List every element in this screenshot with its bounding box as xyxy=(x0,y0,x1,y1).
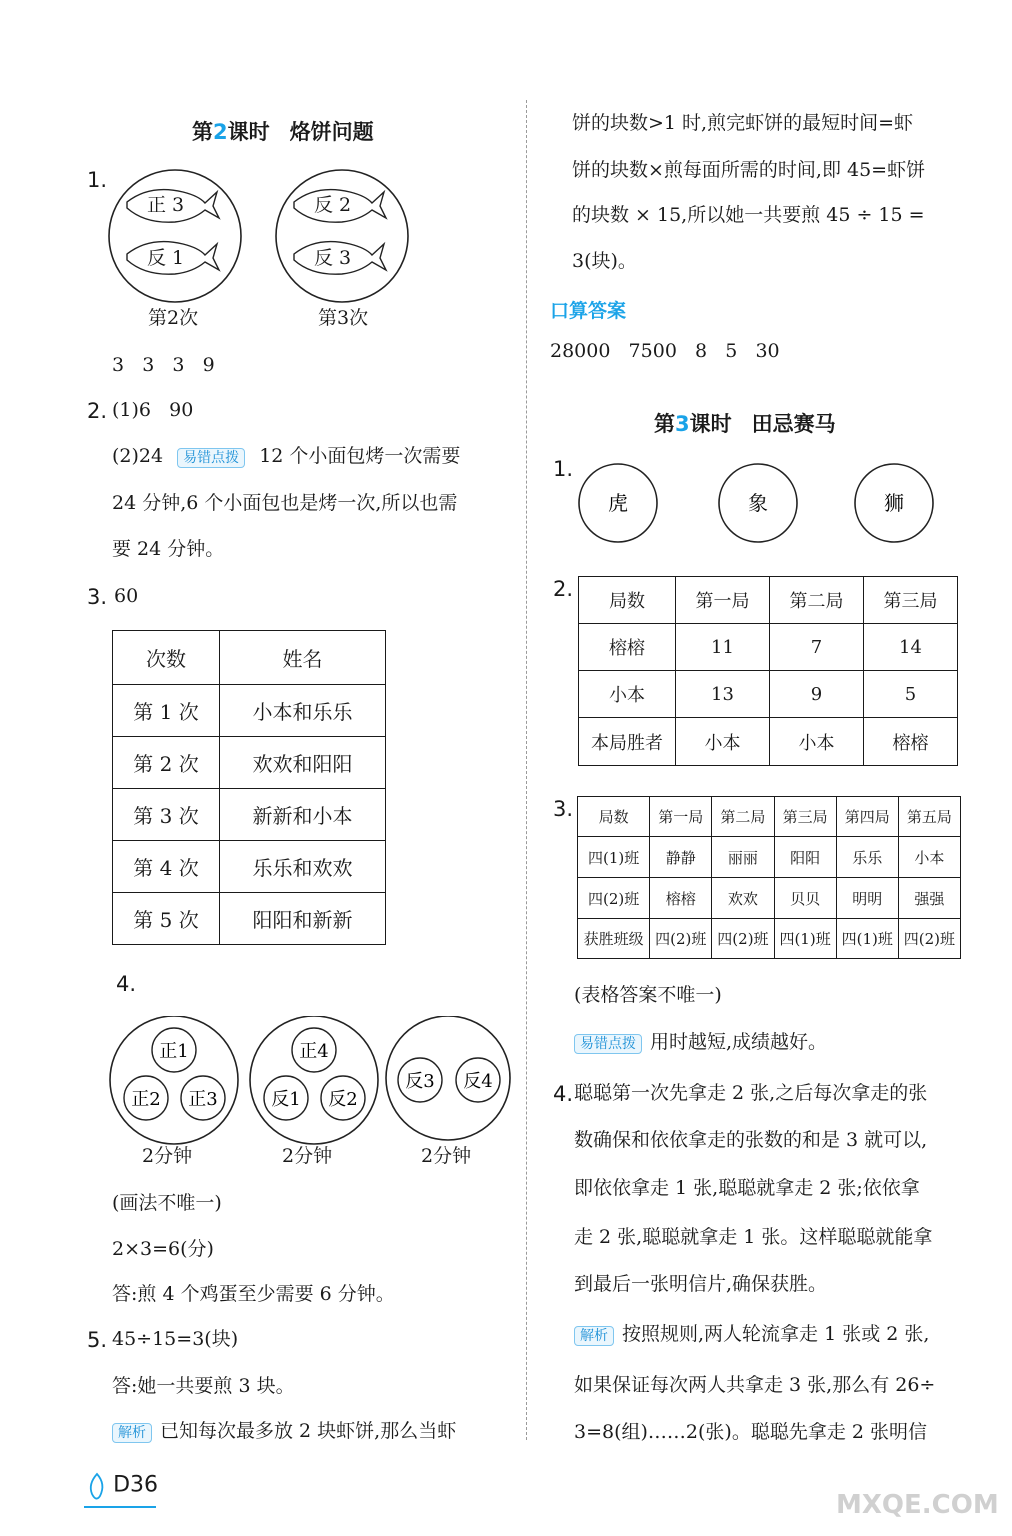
pan-3-caption: 2分钟 xyxy=(421,1145,472,1167)
lesson-number: 3 xyxy=(675,412,690,436)
pan-3 xyxy=(386,1016,510,1140)
q2-line-2 xyxy=(112,447,460,468)
question-number: 1. xyxy=(553,457,574,481)
table-header: 局数 xyxy=(579,577,676,624)
table-cell: 获胜班级 xyxy=(578,919,650,959)
q4-note: (画法不唯一) xyxy=(112,1192,222,1214)
pan-1 xyxy=(110,1016,238,1144)
q5-answer: 答:她一共要煎 3 块。 xyxy=(112,1375,295,1397)
q4-line-2: 数确保和依依拿走的张数的和是 3 就可以, xyxy=(574,1129,928,1151)
table-cell: 9 xyxy=(770,671,864,718)
q3-answer: 60 xyxy=(114,585,139,607)
plate-1 xyxy=(109,170,241,302)
race-table xyxy=(578,576,958,766)
table-cell: 第 5 次 xyxy=(113,893,220,945)
table-cell: 阳阳和新新 xyxy=(220,893,386,945)
table-row xyxy=(113,789,386,841)
table-cell: 7 xyxy=(770,624,864,671)
q2-line-4: 要 24 分钟。 xyxy=(112,538,225,560)
plate-1-caption: 第2次 xyxy=(148,307,199,329)
pan-1-caption: 2分钟 xyxy=(142,1145,193,1167)
lesson-post: 课时 xyxy=(689,412,732,436)
table-cell: 四(1)班 xyxy=(578,837,650,878)
q4-analysis-line-3: 3=8(组)……2(张)。聪聪先拿走 2 张明信 xyxy=(574,1421,928,1443)
question-number: 4. xyxy=(553,1082,574,1106)
lesson-2-title xyxy=(192,116,374,146)
table-row xyxy=(113,893,386,945)
table-cell: 阳阳 xyxy=(774,837,836,878)
table-cell: 榕榕 xyxy=(650,878,712,919)
lesson-post: 课时 xyxy=(227,120,270,144)
table-cell: 四(1)班 xyxy=(774,919,836,959)
table-header: 第四局 xyxy=(836,797,898,837)
q3-tip xyxy=(574,1033,827,1054)
q3-tip-text: 用时越短,成绩越好。 xyxy=(650,1031,828,1053)
watermark: MXQE.COM xyxy=(836,1490,999,1520)
error-tip-tag: 易错点拨 xyxy=(177,448,245,468)
table-cell: 5 xyxy=(864,671,958,718)
table-cell: 第 4 次 xyxy=(113,841,220,893)
plate-2-pancake-top: 反 2 xyxy=(314,194,352,216)
continued-line-4: 3(块)。 xyxy=(572,250,637,272)
table-row xyxy=(578,878,961,919)
table-header: 第三局 xyxy=(774,797,836,837)
table-cell: 明明 xyxy=(836,878,898,919)
egg-pans-diagram xyxy=(106,1016,518,1146)
oral-calc-answers: 28000 7500 8 5 30 xyxy=(550,340,780,362)
table-row xyxy=(113,737,386,789)
table-row xyxy=(113,685,386,737)
lesson-number: 2 xyxy=(213,120,228,144)
table-row xyxy=(579,718,958,766)
table-cell: 小本 xyxy=(770,718,864,766)
leaf-icon xyxy=(86,1472,108,1502)
table-cell: 乐乐 xyxy=(836,837,898,878)
error-tip-tag: 易错点拨 xyxy=(574,1034,642,1054)
table-cell: 第 3 次 xyxy=(113,789,220,841)
plate-2-pancake-bottom: 反 3 xyxy=(314,247,352,269)
table-header: 第五局 xyxy=(898,797,960,837)
q4-answer: 答:煎 4 个鸡蛋至少需要 6 分钟。 xyxy=(112,1283,395,1305)
table-header: 局数 xyxy=(578,797,650,837)
table-header: 第三局 xyxy=(864,577,958,624)
pan-2 xyxy=(250,1016,378,1144)
question-number: 1. xyxy=(87,168,108,192)
q2-part2-answer: (2)24 xyxy=(112,445,164,467)
table-cell: 欢欢和阳阳 xyxy=(220,737,386,789)
page-number: D36 xyxy=(113,1472,159,1498)
q4-calculation: 2×3=6(分) xyxy=(112,1238,214,1260)
lesson-topic: 田忌赛马 xyxy=(751,412,836,436)
table-cell: 本局胜者 xyxy=(579,718,676,766)
oral-calc-heading: 口算答案 xyxy=(550,300,627,322)
q4-line-5: 到最后一张明信片,确保获胜。 xyxy=(574,1273,828,1295)
elephant-label: 象 xyxy=(748,491,768,515)
question-number: 2. xyxy=(553,577,574,601)
table-cell: 小本 xyxy=(898,837,960,878)
q4-line-3: 即依依拿走 1 张,聪聪就拿走 2 张;依依拿 xyxy=(574,1177,920,1199)
class-match-table xyxy=(577,796,961,959)
egg-label: 正2 xyxy=(131,1089,161,1110)
egg-label: 正1 xyxy=(159,1041,189,1062)
tiger-label: 虎 xyxy=(608,491,628,515)
page-footer xyxy=(86,1472,158,1502)
question-number: 2. xyxy=(87,399,108,423)
page-number-underline xyxy=(84,1506,156,1508)
table-cell: 贝贝 xyxy=(774,878,836,919)
table-cell: 小本 xyxy=(579,671,676,718)
question-number: 3. xyxy=(553,797,574,821)
table-cell: 小本 xyxy=(676,718,770,766)
table-cell: 丽丽 xyxy=(712,837,774,878)
table-header: 次数 xyxy=(113,631,220,685)
table-row xyxy=(579,671,958,718)
analysis-tag: 解析 xyxy=(574,1326,614,1346)
table-cell: 13 xyxy=(676,671,770,718)
q3-note: (表格答案不唯一) xyxy=(574,984,722,1006)
q1-answers: 3 3 3 9 xyxy=(112,354,215,376)
question-number: 4. xyxy=(116,972,137,996)
egg-label: 反3 xyxy=(405,1071,435,1092)
lesson-topic: 烙饼问题 xyxy=(289,120,374,144)
table-cell: 强强 xyxy=(898,878,960,919)
table-cell: 新新和小本 xyxy=(220,789,386,841)
table-cell: 静静 xyxy=(650,837,712,878)
table-cell: 14 xyxy=(864,624,958,671)
q4-line-1: 聪聪第一次先拿走 2 张,之后每次拿走的张 xyxy=(574,1082,928,1104)
table-cell: 四(2)班 xyxy=(898,919,960,959)
table-cell: 第 1 次 xyxy=(113,685,220,737)
lion-label: 狮 xyxy=(884,491,904,515)
table-row xyxy=(113,841,386,893)
plate-1-pancake-top: 正 3 xyxy=(147,194,185,216)
analysis-tag: 解析 xyxy=(112,1423,152,1443)
egg-label: 正4 xyxy=(299,1041,329,1062)
q4-line-4: 走 2 张,聪聪就拿走 1 张。这样聪聪就能拿 xyxy=(574,1226,933,1248)
table-cell: 乐乐和欢欢 xyxy=(220,841,386,893)
egg-label: 反1 xyxy=(271,1089,301,1110)
q2-line-3: 24 分钟,6 个小面包也是烤一次,所以也需 xyxy=(112,492,458,514)
q2-line-1: (1)6 90 xyxy=(112,399,194,421)
table-cell: 四(2)班 xyxy=(578,878,650,919)
q4-analysis-line-2: 如果保证每次两人共拿走 3 张,那么有 26÷ xyxy=(574,1374,936,1396)
table-cell: 榕榕 xyxy=(864,718,958,766)
q5-calculation: 45÷15=3(块) xyxy=(112,1328,239,1350)
table-row xyxy=(579,624,958,671)
table-row xyxy=(578,837,961,878)
pancake-plates-diagram xyxy=(105,168,415,318)
table-cell: 11 xyxy=(676,624,770,671)
lesson-pre: 第 xyxy=(654,412,675,436)
egg-label: 反4 xyxy=(463,1071,493,1092)
plate-2-caption: 第3次 xyxy=(318,307,369,329)
table-cell: 四(2)班 xyxy=(712,919,774,959)
q4-analysis-line-1 xyxy=(574,1325,929,1346)
egg-label: 正3 xyxy=(188,1089,218,1110)
q5-analysis-text: 已知每次最多放 2 块虾饼,那么当虾 xyxy=(160,1420,457,1442)
table-cell: 四(2)班 xyxy=(650,919,712,959)
question-number: 3. xyxy=(87,585,108,609)
pan-2-caption: 2分钟 xyxy=(282,1145,333,1167)
table-cell: 榕榕 xyxy=(579,624,676,671)
lesson-3-title xyxy=(654,408,836,438)
q5-analysis xyxy=(112,1422,456,1443)
table-header: 姓名 xyxy=(220,631,386,685)
table-cell: 四(1)班 xyxy=(836,919,898,959)
table-cell: 第 2 次 xyxy=(113,737,220,789)
schedule-table xyxy=(112,630,386,945)
question-number: 5. xyxy=(87,1328,108,1352)
analysis-text: 按照规则,两人轮流拿走 1 张或 2 张, xyxy=(622,1323,930,1345)
lesson-pre: 第 xyxy=(192,120,213,144)
continued-line-1: 饼的块数>1 时,煎完虾饼的最短时间=虾 xyxy=(572,112,914,134)
table-cell: 小本和乐乐 xyxy=(220,685,386,737)
q2-explanation: 12 个小面包烤一次需要 xyxy=(259,445,461,467)
table-header: 第二局 xyxy=(770,577,864,624)
table-header: 第一局 xyxy=(650,797,712,837)
continued-line-2: 饼的块数×煎每面所需的时间,即 45=虾饼 xyxy=(572,159,926,181)
egg-label: 反2 xyxy=(328,1089,358,1110)
continued-line-3: 的块数 × 15,所以她一共要煎 45 ÷ 15 = xyxy=(572,204,925,226)
table-row xyxy=(578,919,961,959)
animal-circles xyxy=(574,462,942,546)
column-divider xyxy=(526,100,527,1440)
plate-1-pancake-bottom: 反 1 xyxy=(147,247,185,269)
plate-2 xyxy=(276,170,408,302)
table-header: 第二局 xyxy=(712,797,774,837)
table-cell: 欢欢 xyxy=(712,878,774,919)
table-header: 第一局 xyxy=(676,577,770,624)
